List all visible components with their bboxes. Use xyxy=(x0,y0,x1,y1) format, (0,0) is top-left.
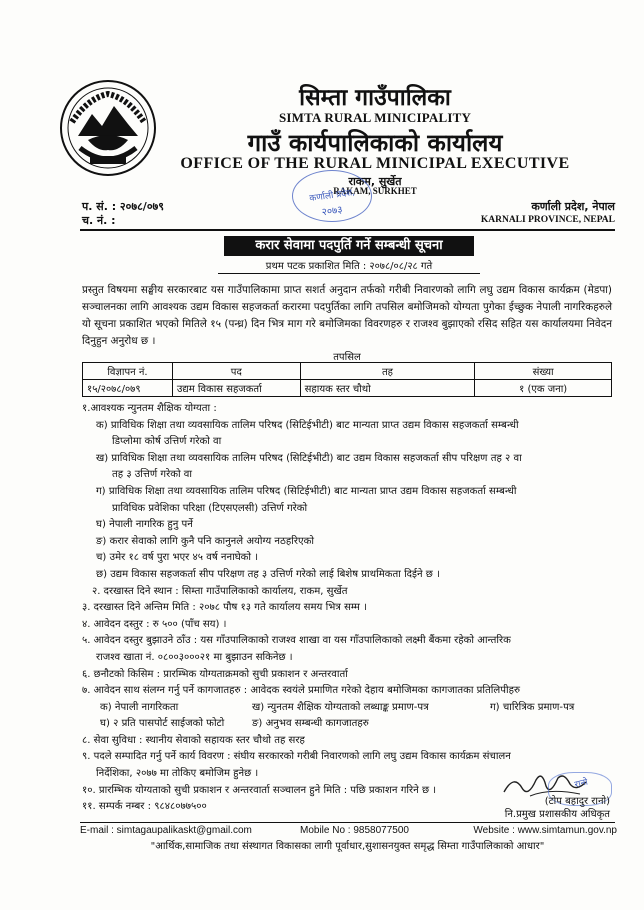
qualification-item: प्राविधिक प्रवेशिका परिक्षा (टिएसएलसी) उत्तिर्ण गरेको xyxy=(112,502,308,514)
table-header-row xyxy=(83,363,612,380)
cell-level: सहायक स्तर चौथो xyxy=(300,380,475,397)
table-caption: तपसिल xyxy=(333,352,361,363)
point-shortlist-date: १०. प्रारम्भिक योग्यताको सुची प्रकाशन र अन्तरवार्ता सञ्चालन हुने मिति : पछि प्रकाशन गरिने छ । xyxy=(82,784,437,796)
address-np: राकम, सुर्खेत xyxy=(348,175,402,188)
point-job-description-cont: निर्देशिका, २०७७ मा तोकिए बमोजिम हुनेछ । xyxy=(96,768,259,780)
footer-motto: "आर्थिक,सामाजिक तथा संस्थागत विकासका लागी पूर्वाधार,सुशासनयुक्त समृद्ध सिम्ता गाउँपालिकाको आधार" xyxy=(150,841,545,852)
point-benefits: ८. सेवा सुविधा : स्थानीय सेवाको सहायक स्तर चौथो तह सरह xyxy=(82,734,305,746)
qualification-item: क) प्राविधिक शिक्षा तथा व्यवसायिक तालिम परिषद (सिटिईभीटी) बाट मान्यता प्राप्त उद्यम विकास सहजकर्ता सम्बन्धी xyxy=(96,419,519,431)
documents-row-2 xyxy=(82,716,617,733)
qualification-heading: १.आवश्यक न्युनतम शैक्षिक योग्यता : xyxy=(82,403,217,414)
seal-text-2: २०७३ xyxy=(321,204,344,219)
signatory-name: (टोप बहादुर रानाे) xyxy=(544,796,610,807)
qualification-item: छ) उद्यम विकास सहजकर्ता सीप परिक्षण तह ३ उत्तिर्ण गरेको लाई बिशेष प्राथमिकता दिईने छ । xyxy=(96,568,440,580)
document-item: क) नेपाली नागरिकता xyxy=(100,701,179,713)
municipality-name-np: सिम्ता गाउँपालिका xyxy=(299,84,451,111)
header-divider xyxy=(80,229,615,231)
seal-text-1: कर्णाली प्रदेश, xyxy=(308,187,356,205)
qualification-item: घ) नेपाली नागरिक हुनु पर्ने xyxy=(96,519,193,531)
reference-number: प. सं. : २०७८/०७९ xyxy=(82,200,164,213)
notice-title: करार सेवामा पदपुर्ति गर्ने सम्बन्धी सूचना xyxy=(224,236,474,256)
publish-date: प्रथम पटक प्रकाशित मिति : २०७८/०८/२८ गते xyxy=(218,258,480,274)
vacancy-table xyxy=(82,362,612,397)
office-name-np: गाउँ कार्यपालिकाको कार्यालय xyxy=(247,128,503,157)
dispatch-number: च. नं. : xyxy=(82,214,116,227)
cell-ad-no: १५/२०७८/०७९ xyxy=(83,380,173,397)
point-contact: ११. सम्पर्क नम्बर : ९८४८०७७५०० xyxy=(82,801,207,813)
table-row xyxy=(83,380,612,397)
qualification-item: ख) प्राविधिक शिक्षा तथा व्यवसायिक तालिम परिषद (सिटिईभीटी) बाट उद्यम विकास सहजकर्ता सीप परिक्षण तह २ वा xyxy=(96,452,522,464)
point-job-description: ९. पदले सम्पादित गर्नु पर्ने कार्य विवरण : संघीय सरकारको गरीबी निवारणको लागि लघु उद्यम विकास कार्यक्रम संचालन xyxy=(82,751,511,763)
address-en: RAKAM, SURKHET xyxy=(333,186,417,196)
col-header-count: संख्या xyxy=(475,363,612,380)
document-item: घ) २ प्रति पासपोर्ट साईजको फोटो xyxy=(100,718,225,730)
stamp-text: रानाे xyxy=(573,777,590,791)
point-selection: ६. छनौटको किसिम : प्रारम्भिक योग्यताक्रमको सुची प्रकाशन र अन्तरवार्ता xyxy=(82,668,348,680)
province-np: कर्णाली प्रदेश, नेपाल xyxy=(531,200,615,213)
document-item: ङ) अनुभव सम्बन्धी कागजातहरु xyxy=(252,718,369,730)
col-header-level: तह xyxy=(300,363,475,380)
government-emblem-icon xyxy=(58,78,158,178)
col-header-ad-no: विज्ञापन नं. xyxy=(83,363,173,380)
documents-row-1 xyxy=(82,700,617,717)
point-fee-place: ५. आवेदन दस्तुर बुझाउने ठाँउ : यस गाँउपालिकाको राजश्व शाखा वा यस गाँउपालिकाको लक्ष्मी बैंकमा रहेको आन्तरिक xyxy=(82,635,511,647)
qualification-item: डिप्लोमा कोर्ष उत्तिर्ण गरेको वा xyxy=(112,436,222,448)
footer-mobile: Mobile No : 9858077500 xyxy=(300,825,409,836)
point-fee-account: राजश्व खाता नं. ०८००३०००२१ मा बुझाउन सकिनेछ । xyxy=(96,651,293,663)
document-item: ग) चारित्रिक प्रमाण-पत्र xyxy=(490,701,575,713)
qualification-item: ङ) करार सेवाको लागि कुनै पनि कानुनले अयोग्य नठहरिएको xyxy=(96,535,314,547)
footer-divider xyxy=(80,822,615,823)
point-deadline: ३. दरखास्त दिने अन्तिम मिति : २०७८ पौष १३ गते कार्यालय समय भित्र सम्म । xyxy=(82,602,367,614)
footer-email: E-mail : simtagaupalikaskt@gmail.com xyxy=(80,825,252,836)
province-en: KARNALI PROVINCE, NEPAL xyxy=(480,215,615,225)
cell-count: १ (एक जना) xyxy=(475,380,612,397)
municipality-name-en: SIMTA RURAL MINICIPALITY xyxy=(278,110,472,125)
point-fee: ४. आवेदन दस्तुर : रु ५०० (पाँच सय) । xyxy=(82,618,227,630)
point-documents: ७. आवेदन साथ संलग्न गर्नु पर्ने कागजातहरु : आवेदक स्वयंले प्रमाणित गरेको देहाय बमोजिमका कागजातका प्रतिलिपीहरु xyxy=(82,685,520,697)
qualification-item: च) उमेर १८ वर्ष पुरा भएर ४५ वर्ष ननाघेको । xyxy=(96,552,259,564)
qualification-item: तह ३ उत्तिर्ण गरेको वा xyxy=(112,469,193,481)
intro-paragraph: प्रस्तुत विषयमा सङ्घीय सरकारबाट यस गाउँपालिकामा प्राप्त सशर्त अनुदान तर्फको गरीबी निवारणको लागि लघु उद्यम विकास कार्यक्रम (मेडपा) सञ्चालनका लागि आवश्यक उद्यम विकास सहजकर्ता करारमा पदपुर्तिका लागि तपसिल बमोजिमको योग्यता पुगेका ईच्छुक नेपाली नागरिकहरुले यो सूचना प्रकाशित भएको मितिले १५ (पन्ध्र) दिन भित्र माग गरे बमोजिमका विवरणहरु र राजश्व बुझाएको रसिद सहित यस कार्यालयमा निवेदन दिनुहुन अनुरोध छ । xyxy=(82,284,612,347)
document-item: ख) न्युनतम शैक्षिक योग्यताको लब्धाङ्क प्रमाण-पत्र xyxy=(252,701,429,713)
notice-body xyxy=(82,401,617,816)
office-name-en: OFFICE OF THE RURAL MINICIPAL EXECUTIVE xyxy=(180,155,570,172)
col-header-post: पद xyxy=(172,363,300,380)
signatory-title: नि.प्रमुख प्रशासकीय अधिकृत xyxy=(504,809,610,820)
cell-post: उद्यम विकास सहजकर्ता xyxy=(172,380,300,397)
qualification-item: ग) प्राविधिक शिक्षा तथा व्यवसायिक तालिम परिषद (सिटिईभीटी) बाट मान्यता प्राप्त उद्यम विकास सहजकर्ता सम्बन्धी xyxy=(96,485,517,497)
footer-website: Website : www.simtamun.gov.np xyxy=(473,825,617,836)
point-application-place: २. दरखास्त दिने स्थान : सिम्ता गाउँपालिकाको कार्यालय, राकम, सुर्खेत xyxy=(92,585,348,597)
